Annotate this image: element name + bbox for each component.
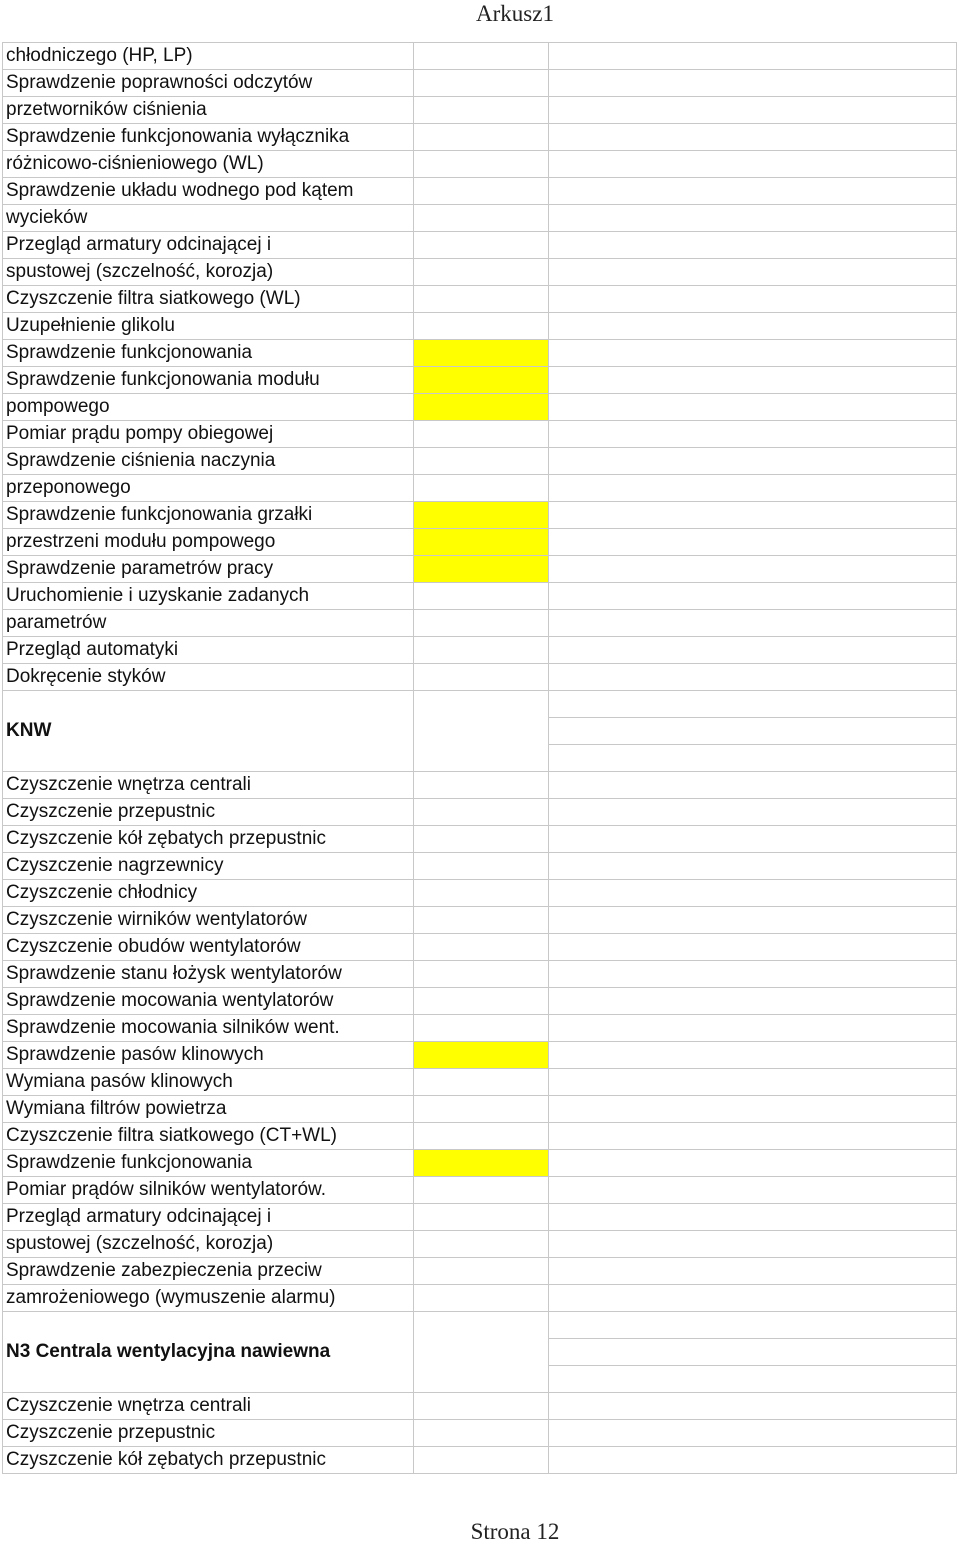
table-row — [3, 1069, 957, 1096]
task-cell[interactable]: Wymiana pasów klinowych — [3, 1069, 414, 1096]
empty-cell[interactable] — [414, 1312, 548, 1393]
empty-cell[interactable] — [414, 124, 548, 151]
empty-cell[interactable] — [414, 1420, 548, 1447]
empty-cell[interactable] — [548, 772, 956, 799]
task-cell[interactable]: zamrożeniowego (wymuszenie alarmu) — [3, 1285, 414, 1312]
empty-cell[interactable] — [548, 70, 956, 97]
table-row — [3, 529, 957, 556]
task-cell[interactable]: przetworników ciśnienia — [3, 97, 414, 124]
section-title-cell[interactable]: N3 Centrala wentylacyjna nawiewna — [3, 1312, 414, 1393]
highlighted-cell[interactable] — [414, 340, 548, 367]
empty-cell[interactable] — [414, 205, 548, 232]
task-cell[interactable]: Sprawdzenie parametrów pracy — [3, 556, 414, 583]
table-row — [3, 448, 957, 475]
empty-cell[interactable] — [548, 1204, 956, 1231]
table-row — [3, 259, 957, 286]
empty-cell[interactable] — [414, 151, 548, 178]
empty-cell[interactable] — [414, 475, 548, 502]
table-row — [3, 97, 957, 124]
highlighted-cell[interactable] — [414, 394, 548, 421]
table-row — [3, 205, 957, 232]
empty-cell[interactable] — [548, 1447, 956, 1474]
empty-cell[interactable] — [548, 97, 956, 124]
subrow-stack — [549, 1312, 956, 1392]
subrow-cell[interactable] — [549, 718, 956, 745]
empty-cell[interactable] — [548, 151, 956, 178]
highlighted-cell[interactable] — [414, 529, 548, 556]
highlighted-cell[interactable] — [414, 556, 548, 583]
task-cell[interactable]: pompowego — [3, 394, 414, 421]
empty-cell[interactable] — [548, 664, 956, 691]
subrow-stack — [549, 691, 956, 771]
empty-cell[interactable] — [548, 286, 956, 313]
task-cell[interactable]: Uzupełnienie glikolu — [3, 313, 414, 340]
task-cell[interactable]: Czyszczenie filtra siatkowego (CT+WL) — [3, 1123, 414, 1150]
empty-cell[interactable] — [548, 43, 956, 70]
empty-cell[interactable] — [548, 1123, 956, 1150]
section-row — [3, 1312, 957, 1393]
empty-cell[interactable] — [548, 1096, 956, 1123]
task-cell[interactable]: przeponowego — [3, 475, 414, 502]
empty-cell[interactable] — [548, 880, 956, 907]
subrow-cell[interactable] — [549, 1366, 956, 1392]
table-row — [3, 1393, 957, 1420]
subrow-cell[interactable] — [549, 1339, 956, 1366]
empty-cell[interactable] — [548, 205, 956, 232]
table-row — [3, 1177, 957, 1204]
table-row — [3, 313, 957, 340]
table-row — [3, 1042, 957, 1069]
empty-cell[interactable] — [548, 1069, 956, 1096]
task-cell[interactable]: parametrów — [3, 610, 414, 637]
table-row — [3, 475, 957, 502]
task-cell[interactable]: Uruchomienie i uzyskanie zadanych — [3, 583, 414, 610]
empty-cell[interactable] — [414, 988, 548, 1015]
task-cell[interactable]: Czyszczenie obudów wentylatorów — [3, 934, 414, 961]
empty-cell[interactable] — [548, 1042, 956, 1069]
table-row — [3, 394, 957, 421]
empty-cell[interactable] — [548, 178, 956, 205]
task-cell[interactable]: Sprawdzenie stanu łożysk wentylatorów — [3, 961, 414, 988]
task-cell[interactable]: Wymiana filtrów powietrza — [3, 1096, 414, 1123]
empty-cell[interactable] — [548, 1312, 956, 1393]
table-row — [3, 502, 957, 529]
table-row — [3, 880, 957, 907]
empty-cell[interactable] — [414, 826, 548, 853]
subrow-cell[interactable] — [549, 745, 956, 771]
table-row — [3, 124, 957, 151]
task-cell[interactable]: wycieków — [3, 205, 414, 232]
table-row — [3, 70, 957, 97]
empty-cell[interactable] — [414, 1258, 548, 1285]
empty-cell[interactable] — [414, 1204, 548, 1231]
task-cell[interactable]: Czyszczenie wnętrza centrali — [3, 772, 414, 799]
sheet-title: Arkusz1 — [476, 1, 554, 26]
empty-cell[interactable] — [548, 529, 956, 556]
empty-cell[interactable] — [548, 1015, 956, 1042]
empty-cell[interactable] — [414, 1177, 548, 1204]
empty-cell[interactable] — [548, 421, 956, 448]
empty-cell[interactable] — [414, 691, 548, 772]
table-row — [3, 1123, 957, 1150]
section-row — [3, 691, 957, 772]
empty-cell[interactable] — [414, 1447, 548, 1474]
task-cell[interactable]: Sprawdzenie funkcjonowania — [3, 1150, 414, 1177]
table-row — [3, 232, 957, 259]
task-cell[interactable]: Sprawdzenie funkcjonowania modułu — [3, 367, 414, 394]
task-cell[interactable]: spustowej (szczelność, korozja) — [3, 259, 414, 286]
table-row — [3, 907, 957, 934]
empty-cell[interactable] — [414, 799, 548, 826]
task-cell[interactable]: Czyszczenie przepustnic — [3, 1420, 414, 1447]
empty-cell[interactable] — [414, 610, 548, 637]
task-cell[interactable]: Sprawdzenie pasów klinowych — [3, 1042, 414, 1069]
empty-cell[interactable] — [414, 934, 548, 961]
task-cell[interactable]: Sprawdzenie poprawności odczytów — [3, 70, 414, 97]
empty-cell[interactable] — [548, 124, 956, 151]
empty-cell[interactable] — [548, 1231, 956, 1258]
task-cell[interactable]: Sprawdzenie mocowania silników went. — [3, 1015, 414, 1042]
empty-cell[interactable] — [548, 340, 956, 367]
empty-cell[interactable] — [414, 1069, 548, 1096]
empty-cell[interactable] — [548, 583, 956, 610]
table-row — [3, 610, 957, 637]
section-title-cell[interactable]: KNW — [3, 691, 414, 772]
empty-cell[interactable] — [548, 934, 956, 961]
spreadsheet-grid — [2, 42, 957, 1474]
table-row — [3, 772, 957, 799]
task-cell[interactable]: Pomiar prądów silników wentylatorów. — [3, 1177, 414, 1204]
empty-cell[interactable] — [548, 799, 956, 826]
table-row — [3, 1447, 957, 1474]
empty-cell[interactable] — [414, 1015, 548, 1042]
empty-cell[interactable] — [414, 664, 548, 691]
empty-cell[interactable] — [548, 475, 956, 502]
task-cell[interactable]: chłodniczego (HP, LP) — [3, 43, 414, 70]
table-row — [3, 340, 957, 367]
empty-cell[interactable] — [548, 1258, 956, 1285]
empty-cell[interactable] — [548, 907, 956, 934]
empty-cell[interactable] — [414, 43, 548, 70]
table-row — [3, 1096, 957, 1123]
empty-cell[interactable] — [548, 1420, 956, 1447]
task-cell[interactable]: Dokręcenie styków — [3, 664, 414, 691]
empty-cell[interactable] — [548, 367, 956, 394]
empty-cell[interactable] — [548, 1285, 956, 1312]
task-cell[interactable]: Pomiar prądu pompy obiegowej — [3, 421, 414, 448]
table-row — [3, 1420, 957, 1447]
task-cell[interactable]: Sprawdzenie funkcjonowania — [3, 340, 414, 367]
empty-cell[interactable] — [414, 583, 548, 610]
empty-cell[interactable] — [548, 259, 956, 286]
empty-cell[interactable] — [548, 448, 956, 475]
task-cell[interactable]: Czyszczenie kół zębatych przepustnic — [3, 1447, 414, 1474]
empty-cell[interactable] — [548, 313, 956, 340]
task-cell[interactable]: Sprawdzenie funkcjonowania wyłącznika — [3, 124, 414, 151]
table-row — [3, 421, 957, 448]
table-row — [3, 583, 957, 610]
highlighted-cell[interactable] — [414, 367, 548, 394]
empty-cell[interactable] — [548, 1393, 956, 1420]
empty-cell[interactable] — [548, 232, 956, 259]
task-cell[interactable]: przestrzeni modułu pompowego — [3, 529, 414, 556]
table-row — [3, 1231, 957, 1258]
empty-cell[interactable] — [414, 70, 548, 97]
empty-cell[interactable] — [548, 853, 956, 880]
empty-cell[interactable] — [414, 448, 548, 475]
table-row — [3, 961, 957, 988]
table-row — [3, 1015, 957, 1042]
task-cell[interactable]: Czyszczenie kół zębatych przepustnic — [3, 826, 414, 853]
task-cell[interactable]: Sprawdzenie ciśnienia naczynia — [3, 448, 414, 475]
task-cell[interactable]: spustowej (szczelność, korozja) — [3, 1231, 414, 1258]
empty-cell[interactable] — [548, 637, 956, 664]
empty-cell[interactable] — [548, 1177, 956, 1204]
highlighted-cell[interactable] — [414, 1042, 548, 1069]
page-footer: Strona 12 — [470, 1519, 560, 1544]
task-cell[interactable]: Przegląd armatury odcinającej i — [3, 232, 414, 259]
table-row — [3, 151, 957, 178]
empty-cell[interactable] — [414, 961, 548, 988]
empty-cell[interactable] — [414, 880, 548, 907]
table-row — [3, 286, 957, 313]
table-row — [3, 1150, 957, 1177]
task-cell[interactable]: Czyszczenie chłodnicy — [3, 880, 414, 907]
subrow-cell[interactable] — [549, 691, 956, 718]
table-row — [3, 826, 957, 853]
empty-cell[interactable] — [548, 691, 956, 772]
empty-cell[interactable] — [548, 826, 956, 853]
empty-cell[interactable] — [548, 988, 956, 1015]
table-row — [3, 664, 957, 691]
task-cell[interactable]: Czyszczenie wirników wentylatorów — [3, 907, 414, 934]
task-cell[interactable]: Sprawdzenie zabezpieczenia przeciw — [3, 1258, 414, 1285]
task-cell[interactable]: Czyszczenie wnętrza centrali — [3, 1393, 414, 1420]
empty-cell[interactable] — [548, 556, 956, 583]
empty-cell[interactable] — [414, 772, 548, 799]
table-row — [3, 799, 957, 826]
empty-cell[interactable] — [414, 853, 548, 880]
empty-cell[interactable] — [548, 610, 956, 637]
empty-cell[interactable] — [548, 502, 956, 529]
table-row — [3, 556, 957, 583]
table-row — [3, 367, 957, 394]
table-row — [3, 43, 957, 70]
empty-cell[interactable] — [548, 394, 956, 421]
empty-cell[interactable] — [414, 637, 548, 664]
empty-cell[interactable] — [414, 286, 548, 313]
task-cell[interactable]: Przegląd automatyki — [3, 637, 414, 664]
table-row — [3, 988, 957, 1015]
empty-cell[interactable] — [414, 313, 548, 340]
task-cell[interactable]: Przegląd armatury odcinającej i — [3, 1204, 414, 1231]
grid-body — [3, 43, 957, 1474]
task-cell[interactable]: różnicowo-ciśnieniowego (WL) — [3, 151, 414, 178]
highlighted-cell[interactable] — [414, 502, 548, 529]
empty-cell[interactable] — [414, 421, 548, 448]
empty-cell[interactable] — [548, 1150, 956, 1177]
table-row — [3, 1258, 957, 1285]
table-row — [3, 1204, 957, 1231]
empty-cell[interactable] — [414, 232, 548, 259]
empty-cell[interactable] — [414, 97, 548, 124]
table-row — [3, 853, 957, 880]
task-cell[interactable]: Sprawdzenie funkcjonowania grzałki — [3, 502, 414, 529]
task-cell[interactable]: Sprawdzenie układu wodnego pod kątem — [3, 178, 414, 205]
task-cell[interactable]: Czyszczenie filtra siatkowego (WL) — [3, 286, 414, 313]
task-cell[interactable]: Czyszczenie przepustnic — [3, 799, 414, 826]
empty-cell[interactable] — [414, 907, 548, 934]
highlighted-cell[interactable] — [414, 1150, 548, 1177]
table-row — [3, 934, 957, 961]
empty-cell[interactable] — [414, 1285, 548, 1312]
task-cell[interactable]: Czyszczenie nagrzewnicy — [3, 853, 414, 880]
table-row — [3, 1285, 957, 1312]
task-cell[interactable]: Sprawdzenie mocowania wentylatorów — [3, 988, 414, 1015]
empty-cell[interactable] — [414, 1096, 548, 1123]
empty-cell[interactable] — [414, 1123, 548, 1150]
empty-cell[interactable] — [414, 259, 548, 286]
empty-cell[interactable] — [414, 1231, 548, 1258]
table-row — [3, 637, 957, 664]
empty-cell[interactable] — [414, 1393, 548, 1420]
table-row — [3, 178, 957, 205]
empty-cell[interactable] — [414, 178, 548, 205]
empty-cell[interactable] — [548, 961, 956, 988]
subrow-cell[interactable] — [549, 1312, 956, 1339]
